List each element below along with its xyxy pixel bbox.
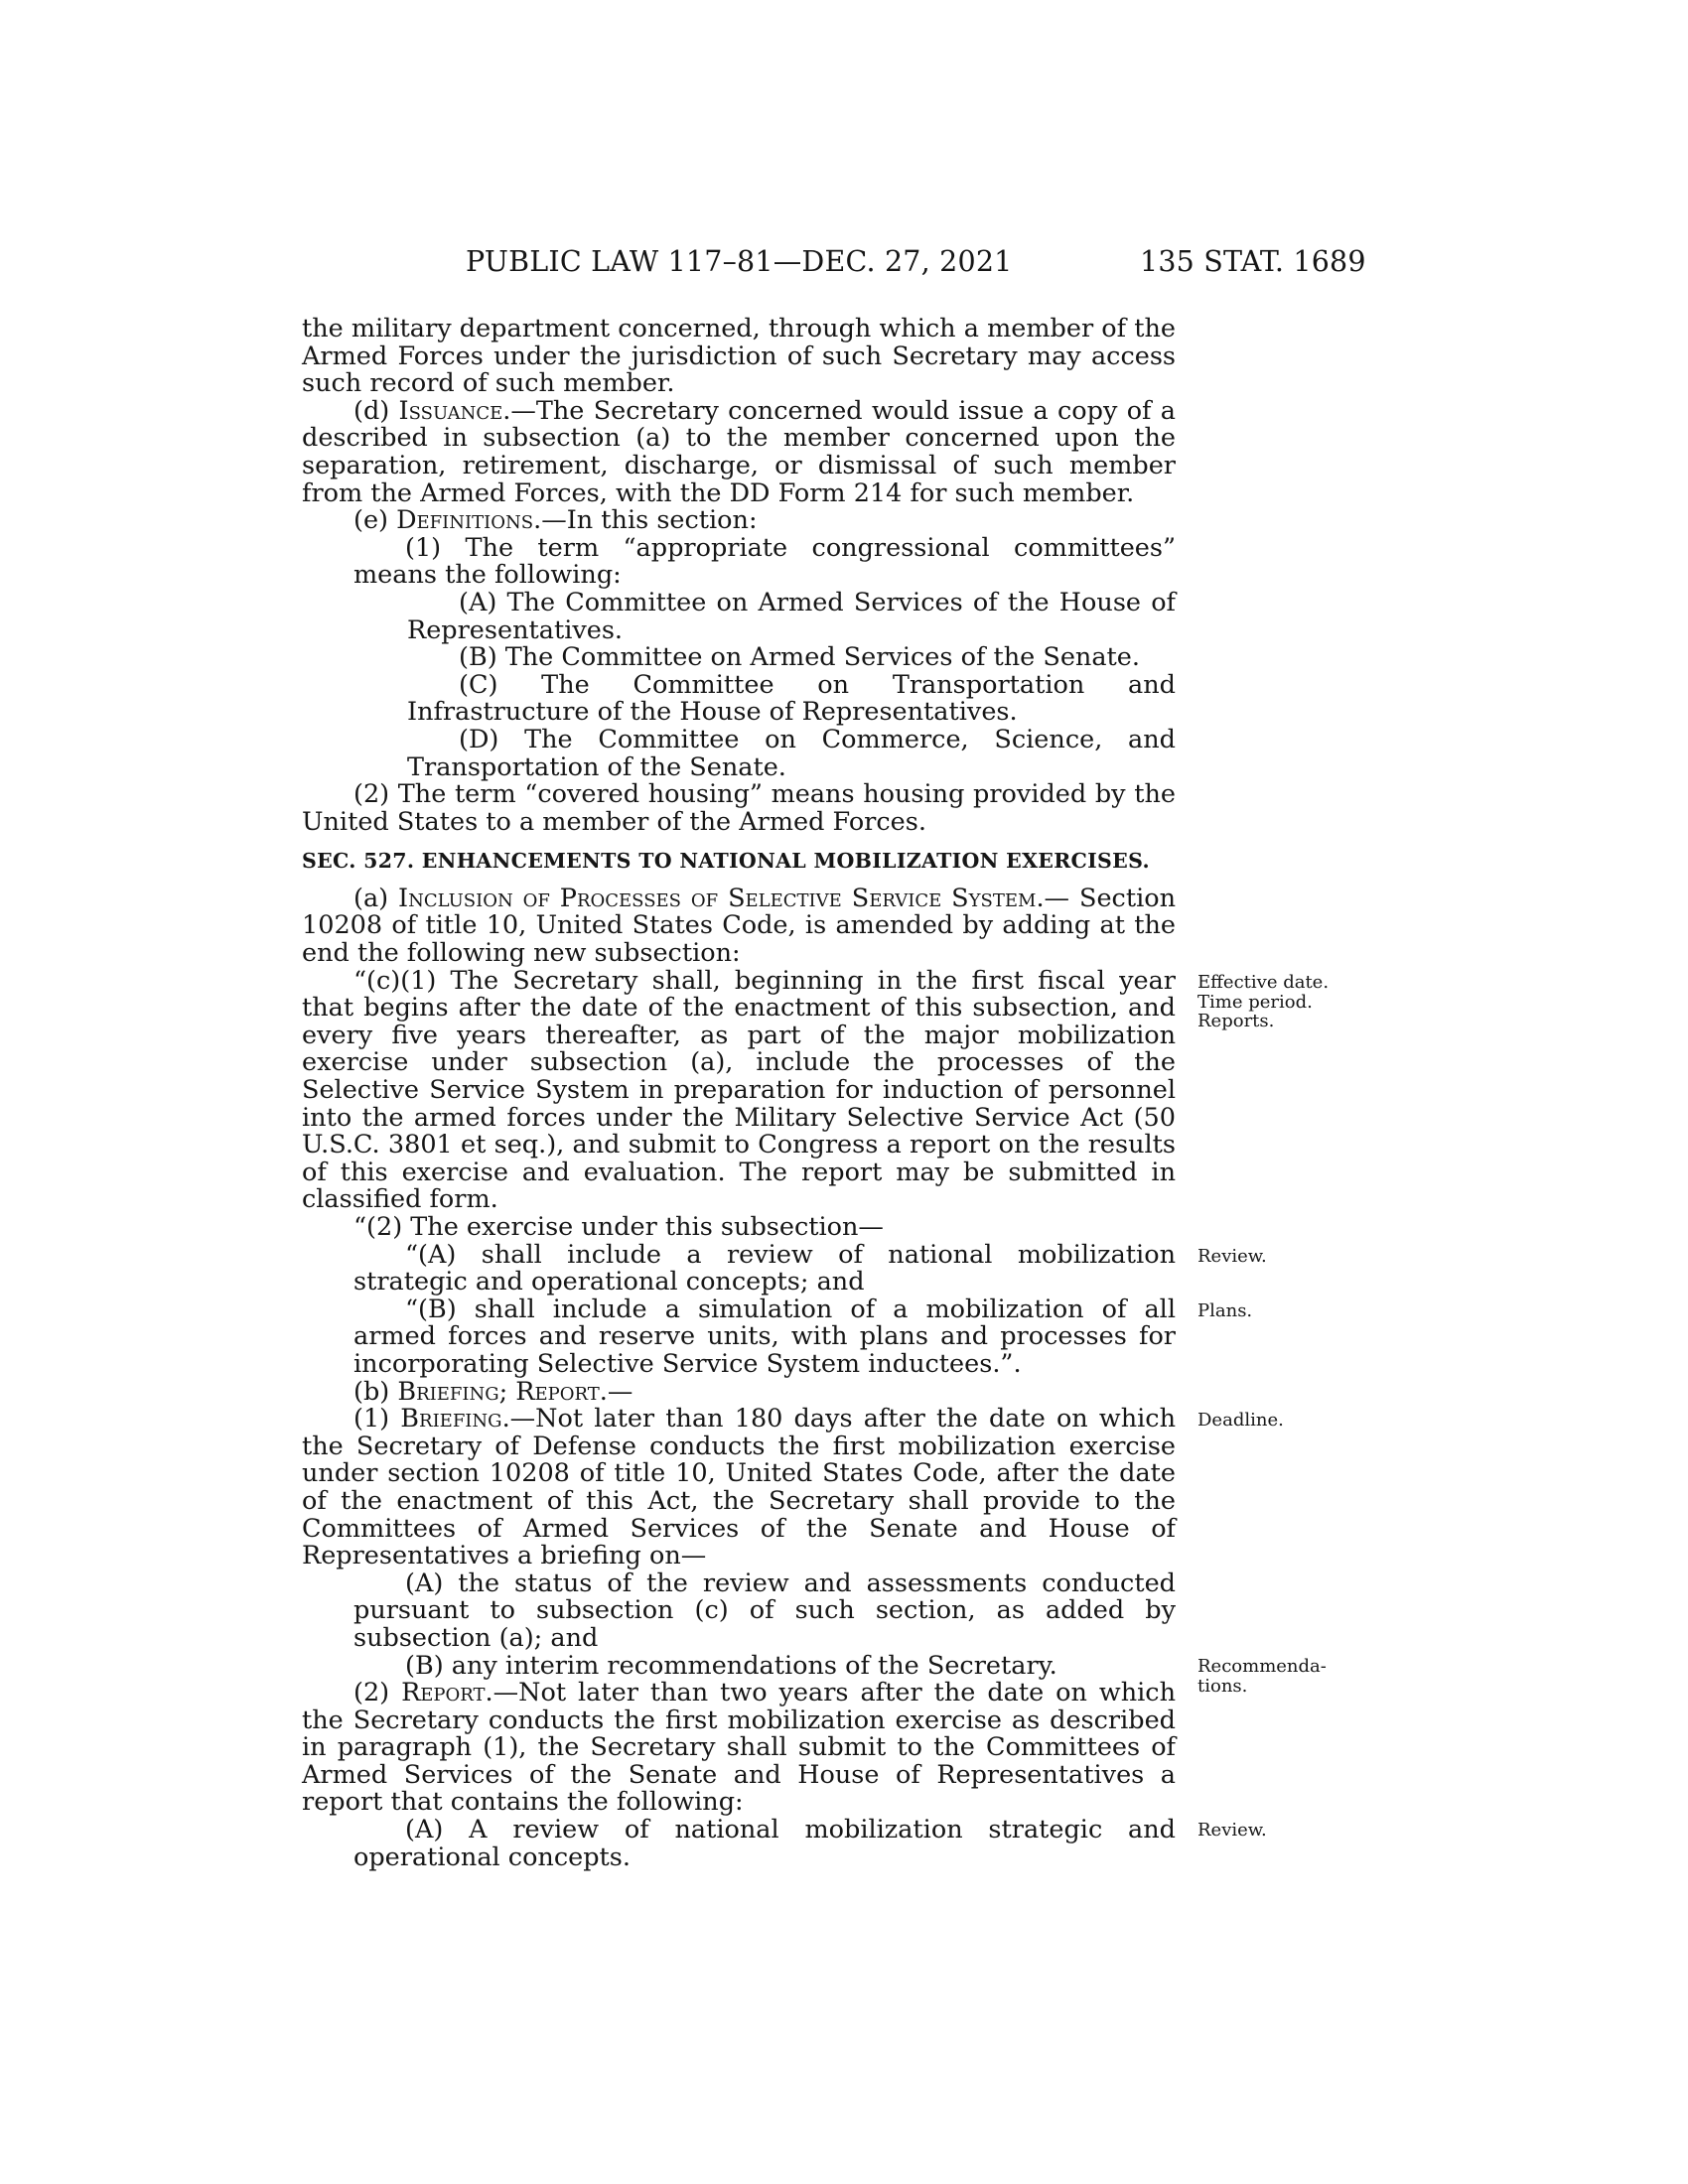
subsection-d: (d) Issuance.—The Secretary concerned would issue a copy of a described in subsection (a) to the member concerned upon the separation, retirement, discharge, or dismissal of such member from the Armed Forces, with the DD Form 214 for such member. bbox=[302, 395, 1176, 508]
subsection-heading: Inclusion of Processes of Selective Service System bbox=[398, 883, 1037, 913]
margin-note: Deadline. bbox=[1197, 1410, 1284, 1431]
running-header-title: PUBLIC LAW 117–81—DEC. 27, 2021 bbox=[466, 245, 1013, 278]
paragraph-briefing: (1) Briefing.—Not later than 180 days after the date on which the Secretary of Defense conducts the first mobilization exercise under section 10208 of title 10, United States Code, after the date of the enactment of this Act, the Secretary shall provide to the Committees of Armed Services of the Senate and House of Representatives a briefing on— bbox=[302, 1404, 1176, 1571]
paragraph: “(B) shall include a simulation of a mobilization of all armed forces and reserve units, with plans and processes for incorporating Selective Service System inductees.”. bbox=[353, 1294, 1176, 1379]
margin-note: Review. bbox=[1197, 1246, 1267, 1267]
paragraph: (A) the status of the review and assessments conducted pursuant to subsection (c) of such section, as added by subsection (a); and bbox=[353, 1568, 1176, 1653]
paragraph: “(A) shall include a review of national mobilization strategic and operational concepts; and bbox=[353, 1239, 1176, 1297]
subsection-heading: Briefing; Report bbox=[397, 1376, 600, 1407]
subsection-b: (b) Briefing; Report.— bbox=[353, 1376, 633, 1407]
margin-note: Plans. bbox=[1197, 1300, 1253, 1321]
margin-note: Effective date. Time period. Reports. bbox=[1197, 972, 1330, 1031]
section-heading: SEC. 527. ENHANCEMENTS TO NATIONAL MOBILIZATION EXERCISES. bbox=[302, 849, 1150, 874]
subsection-heading: Issuance bbox=[398, 395, 503, 426]
paragraph-heading: Report bbox=[401, 1678, 486, 1708]
statute-text bbox=[302, 316, 1176, 1871]
subsection-heading: Definitions bbox=[396, 505, 534, 536]
paragraph: (A) The Committee on Armed Services of the House of Representatives. bbox=[407, 587, 1176, 645]
margin-note: Review. bbox=[1197, 1820, 1267, 1841]
paragraph-heading: Briefing bbox=[400, 1404, 502, 1434]
paragraph: (D) The Committee on Commerce, Science, and Transportation of the Senate. bbox=[407, 724, 1176, 782]
paragraph: (2) The term “covered housing” means housing provided by the United States to a member of the Armed Forces. bbox=[302, 779, 1176, 837]
paragraph: “(2) The exercise under this subsection— bbox=[353, 1212, 884, 1242]
margin-note: Recommenda- tions. bbox=[1197, 1656, 1327, 1697]
paragraph: “(c)(1) The Secretary shall, beginning in the first fiscal year that begins after the date of the enactment of this subsection, and every five years thereafter, as part of the major mobilization exercise under subsection (a), include the processes of the Selective Service System in preparation for induction of personnel into the armed forces under the Military Selective Service Act (50 U.S.C. 3801 et seq.), and submit to Congress a report on the results of this exercise and evaluation. The report may be submitted in classified form. bbox=[302, 965, 1176, 1215]
paragraph: the military department concerned, through which a member of the Armed Forces under the jurisdiction of such Secretary may access such record of such member. bbox=[302, 314, 1176, 399]
paragraph: (A) A review of national mobilization strategic and operational concepts. bbox=[353, 1815, 1176, 1872]
page-reference: 135 STAT. 1689 bbox=[1140, 245, 1366, 278]
paragraph: (1) The term “appropriate congressional committees” means the following: bbox=[353, 532, 1176, 591]
paragraph: (C) The Committee on Transportation and Infrastructure of the House of Representatives. bbox=[407, 669, 1176, 728]
subsection-a: (a) Inclusion of Processes of Selective Service System.— Section 10208 of title 10, United States Code, is amended by adding at the end the following new subsection: bbox=[302, 883, 1176, 969]
paragraph: (B) any interim recommendations of the Secretary. bbox=[405, 1650, 1057, 1681]
subsection-e: (e) Definitions.—In this section: bbox=[353, 505, 758, 536]
paragraph: (B) The Committee on Armed Services of the Senate. bbox=[459, 642, 1140, 673]
paragraph-report: (2) Report.—Not later than two years after the date on which the Secretary conducts the first mobilization exercise as described in paragraph (1), the Secretary shall submit to the Committees of Armed Services of the Senate and House of Representatives a report that contains the following: bbox=[302, 1678, 1177, 1818]
